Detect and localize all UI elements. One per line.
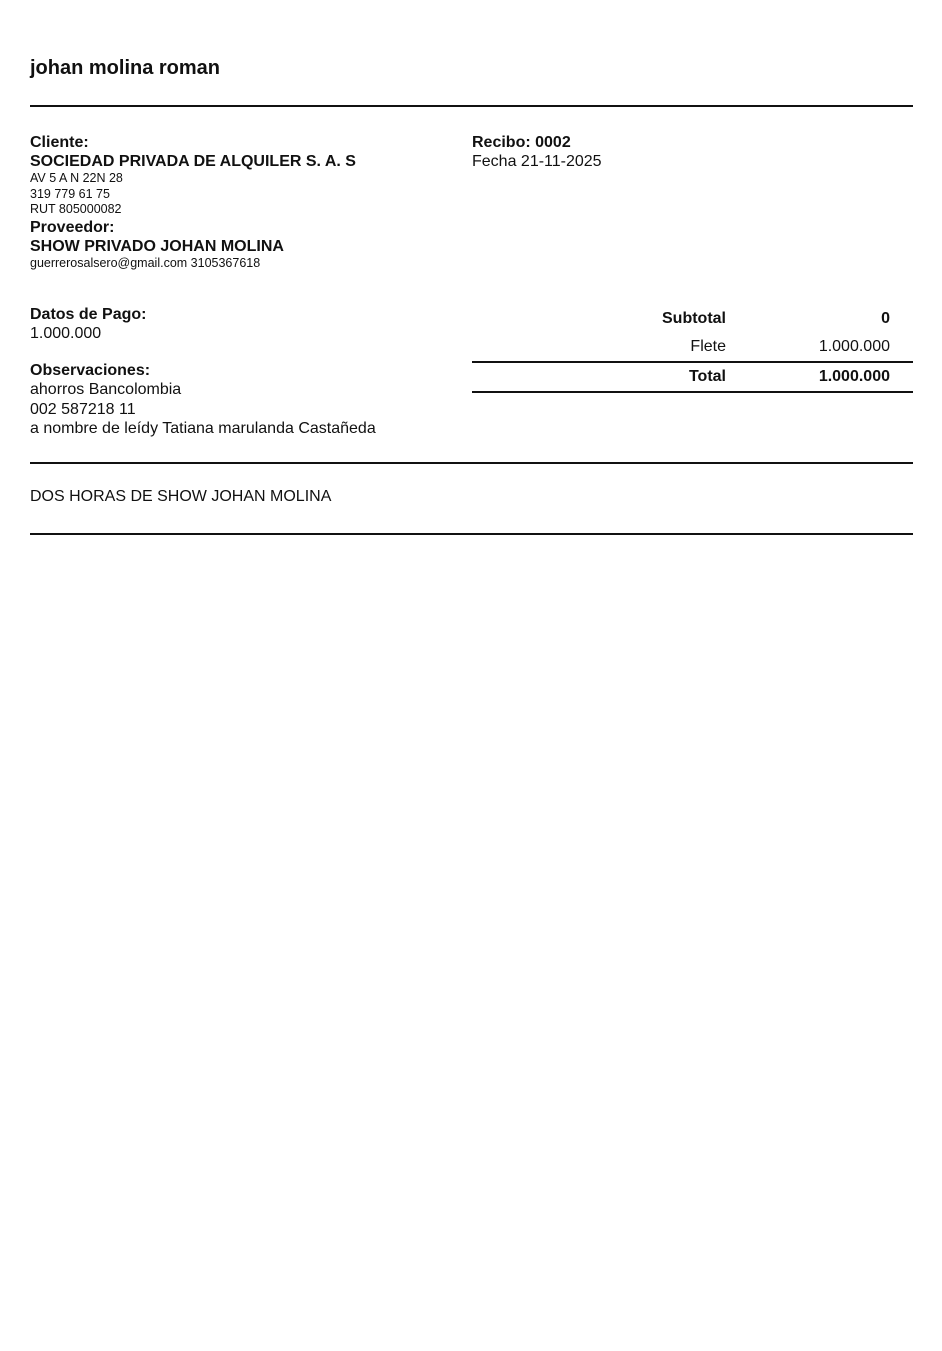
observations-label: Observaciones: xyxy=(30,362,151,379)
observations-section xyxy=(30,361,460,439)
provider-name: SHOW PRIVADO JOHAN MOLINA xyxy=(30,237,284,255)
payment-value: 1.000.000 xyxy=(30,325,102,342)
freight-value: 1.000.000 xyxy=(818,338,890,355)
total-value: 1.000.000 xyxy=(818,368,890,385)
provider-label: Proveedor: xyxy=(30,218,115,236)
parties-section xyxy=(30,133,460,271)
items-top-divider xyxy=(30,462,913,464)
payment-label: Datos de Pago: xyxy=(30,306,147,323)
receipt-info xyxy=(472,133,913,172)
header-divider xyxy=(30,105,913,107)
receipt-number: Recibo: 0002 xyxy=(472,134,571,151)
subtotal-label: Subtotal xyxy=(662,310,726,327)
client-address: AV 5 A N 22N 28 xyxy=(30,171,123,185)
freight-row xyxy=(472,333,913,361)
subtotal-row xyxy=(472,305,913,333)
items-bottom-divider xyxy=(30,533,913,535)
totals-table xyxy=(472,305,913,393)
client-name: SOCIEDAD PRIVADA DE ALQUILER S. A. S xyxy=(30,153,356,170)
issuer-name: johan molina roman xyxy=(30,57,221,79)
provider-contact: guerrerosalsero@gmail.com 3105367618 xyxy=(30,255,261,270)
observation-line: ahorros Bancolombia xyxy=(30,381,182,398)
client-rut: RUT 805000082 xyxy=(30,202,122,216)
freight-label: Flete xyxy=(690,338,726,355)
client-phone: 319 779 61 75 xyxy=(30,186,110,201)
client-label: Cliente: xyxy=(30,134,89,151)
total-row xyxy=(472,361,913,393)
total-label: Total xyxy=(688,368,726,385)
payment-section xyxy=(30,305,460,344)
receipt-date: Fecha 21-11-2025 xyxy=(472,153,602,170)
item-description: DOS HORAS DE SHOW JOHAN MOLINA xyxy=(30,488,332,505)
observation-line: 002 587218 11 xyxy=(30,400,136,418)
observation-line: a nombre de leídy Tatiana marulanda Castañeda xyxy=(30,420,376,437)
subtotal-value: 0 xyxy=(881,310,890,327)
